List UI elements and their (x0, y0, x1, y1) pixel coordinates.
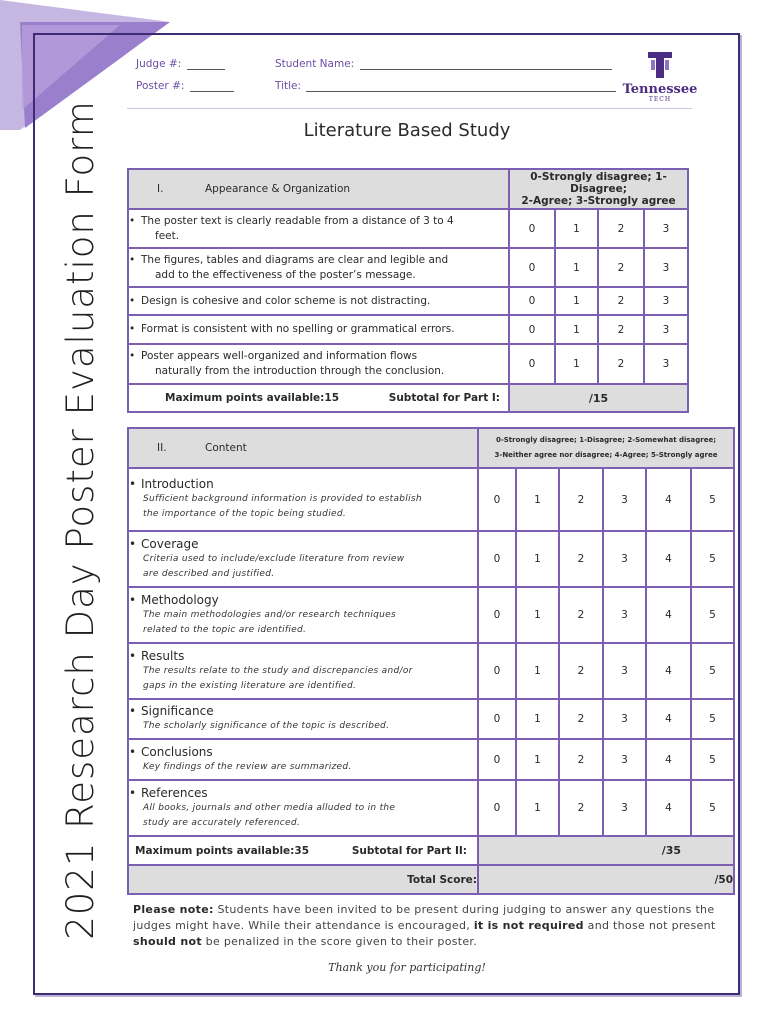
score-option[interactable]: 2 (559, 468, 603, 531)
score-option[interactable]: 2 (598, 344, 644, 384)
score-option[interactable]: 1 (516, 699, 559, 739)
student-name-blank[interactable] (360, 58, 612, 70)
score-option[interactable]: 3 (644, 315, 688, 344)
score-option[interactable]: 4 (646, 468, 691, 531)
criterion: • The poster text is clearly readable from a distance of 3 to 4 feet. (128, 209, 509, 248)
criterion: • References All books, journals and other media alluded to in the study are accurately referenced. (128, 780, 478, 836)
part1-subtotal-label: Subtotal for Part I: (388, 392, 500, 404)
judge-label: Judge #: (136, 58, 182, 70)
score-option[interactable]: 0 (478, 643, 516, 699)
score-option[interactable]: 3 (644, 209, 688, 248)
score-option[interactable]: 3 (603, 531, 646, 587)
score-option[interactable]: 1 (555, 209, 598, 248)
score-option[interactable]: 1 (516, 587, 559, 643)
note-should-not: should not (133, 935, 202, 948)
part1-heading (128, 169, 509, 209)
table-row (128, 739, 734, 780)
score-option[interactable]: 1 (516, 739, 559, 780)
score-option[interactable]: 5 (691, 739, 734, 780)
criterion: • Format is consistent with no spelling or grammatical errors. (128, 315, 509, 344)
score-option[interactable]: 5 (691, 468, 734, 531)
score-option[interactable]: 1 (555, 344, 598, 384)
note-lead: Please note: (133, 903, 214, 916)
student-name-field[interactable] (275, 58, 612, 70)
table-row (128, 209, 688, 248)
note-text-1: Students have been invited to be present during judging to answer any questions the judges might have. While their attendance is encouraged, (133, 903, 715, 932)
score-option[interactable]: 3 (603, 780, 646, 836)
part1-legend-line1: 0-Strongly disagree; 1-Disagree; (530, 171, 667, 195)
tennessee-tech-logo (615, 50, 705, 103)
score-option[interactable]: 4 (646, 643, 691, 699)
score-option[interactable]: 2 (559, 643, 603, 699)
criterion: • Methodology The main methodologies and/or research techniques related to the topic are identified. (128, 587, 478, 643)
score-option[interactable]: 0 (478, 739, 516, 780)
table-row (128, 344, 688, 384)
score-option[interactable]: 2 (598, 209, 644, 248)
score-option[interactable]: 0 (478, 587, 516, 643)
score-option[interactable]: 0 (509, 344, 555, 384)
poster-blank[interactable] (190, 80, 234, 92)
score-option[interactable]: 0 (478, 699, 516, 739)
table-row (128, 587, 734, 643)
part2-max-cell (128, 836, 478, 865)
table-row (128, 643, 734, 699)
part1-max-cell (128, 384, 509, 412)
note-text-2: and those not present (583, 919, 716, 932)
score-option[interactable]: 0 (478, 531, 516, 587)
score-option[interactable]: 0 (478, 468, 516, 531)
score-option[interactable]: 3 (603, 468, 646, 531)
part2-numeral: II. (157, 442, 167, 454)
score-option[interactable]: 3 (603, 699, 646, 739)
criterion: • Results The results relate to the study and discrepancies and/or gaps in the existing literature are identified. (128, 643, 478, 699)
table-row (128, 315, 688, 344)
criterion: • Introduction Sufficient background information is provided to establish the importance of the topic being studied. (128, 468, 478, 531)
part2-subtotal-row (128, 836, 734, 865)
score-option[interactable]: 3 (603, 739, 646, 780)
part2-legend (478, 428, 734, 468)
score-option[interactable]: 1 (516, 643, 559, 699)
note-not-required: it is not required (473, 919, 584, 932)
student-name-label: Student Name: (275, 58, 355, 70)
score-option[interactable]: 2 (559, 739, 603, 780)
criterion: • Conclusions Key findings of the review are summarized. (128, 739, 478, 780)
score-option[interactable]: 1 (555, 287, 598, 315)
score-option[interactable]: 2 (559, 587, 603, 643)
score-option[interactable]: 1 (516, 531, 559, 587)
form-side-title: 2021 Research Day Poster Evaluation Form (58, 100, 102, 940)
note-text-3: be penalized in the score given to their poster. (201, 935, 478, 948)
part2-subtotal-value[interactable]: /35 (478, 836, 734, 865)
thank-you-message: Thank you for participating! (328, 961, 486, 974)
score-option[interactable]: 2 (598, 315, 644, 344)
score-option[interactable]: 0 (509, 287, 555, 315)
score-option[interactable]: 5 (691, 531, 734, 587)
title-blank[interactable] (306, 80, 616, 92)
part1-subtotal-value[interactable]: /15 (509, 384, 688, 412)
part1-legend-line2: 2-Agree; 3-Strongly agree (521, 195, 676, 207)
score-option[interactable]: 5 (691, 699, 734, 739)
logo-wordmark: Tennessee (622, 82, 698, 97)
part2-table (127, 427, 735, 895)
score-option[interactable]: 2 (559, 780, 603, 836)
header-divider (127, 108, 692, 109)
score-option[interactable]: 3 (644, 344, 688, 384)
score-option[interactable]: 3 (644, 248, 688, 287)
part1-table (127, 168, 689, 413)
score-option[interactable]: 1 (555, 315, 598, 344)
part2-title: Content (205, 442, 247, 454)
table-row (128, 468, 734, 531)
table-row (128, 248, 688, 287)
score-option[interactable]: 0 (509, 209, 555, 248)
part2-legend-line1: 0-Strongly disagree; 1-Disagree; 2-Somewhat disagree; (495, 436, 717, 444)
table-row (128, 699, 734, 739)
criterion: • The figures, tables and diagrams are clear and legible and add to the effectiveness of the poster’s message. (128, 248, 509, 287)
criterion: • Coverage Criteria used to include/exclude literature from review are described and justified. (128, 531, 478, 587)
please-note (133, 902, 723, 950)
poster-field[interactable] (136, 80, 234, 92)
judge-blank[interactable] (187, 58, 225, 70)
part2-heading (128, 428, 478, 468)
part1-legend (509, 169, 688, 209)
study-type-title: Literature Based Study (303, 120, 511, 141)
score-option[interactable]: 2 (598, 248, 644, 287)
table-row (128, 531, 734, 587)
total-score-value[interactable]: /50 (478, 865, 734, 894)
table-row (128, 780, 734, 836)
score-option[interactable]: 0 (478, 780, 516, 836)
score-option[interactable]: 3 (644, 287, 688, 315)
part2-subtotal-label: Subtotal for Part II: (351, 844, 467, 857)
judge-field[interactable] (136, 58, 225, 70)
score-option[interactable]: 3 (603, 643, 646, 699)
part1-title: Appearance & Organization (205, 183, 351, 195)
title-label: Title: (275, 80, 302, 92)
score-option[interactable]: 2 (559, 531, 603, 587)
poster-label: Poster #: (136, 80, 185, 92)
score-option[interactable]: 3 (603, 587, 646, 643)
criterion: • Design is cohesive and color scheme is not distracting. (128, 287, 509, 315)
score-option[interactable]: 0 (509, 315, 555, 344)
score-option[interactable]: 2 (598, 287, 644, 315)
score-option[interactable]: 5 (691, 780, 734, 836)
score-option[interactable]: 2 (559, 699, 603, 739)
title-field[interactable] (275, 80, 616, 92)
total-row (128, 865, 734, 894)
score-option[interactable]: 1 (516, 780, 559, 836)
score-option[interactable]: 1 (555, 248, 598, 287)
score-option[interactable]: 5 (691, 587, 734, 643)
score-option[interactable]: 4 (646, 587, 691, 643)
score-option[interactable]: 4 (646, 531, 691, 587)
score-option[interactable]: 4 (646, 739, 691, 780)
tt-emblem-icon (645, 50, 675, 80)
score-option[interactable]: 0 (509, 248, 555, 287)
part1-max-label: Maximum points available:15 (165, 392, 339, 404)
score-option[interactable]: 4 (646, 780, 691, 836)
score-option[interactable]: 4 (646, 699, 691, 739)
table-row (128, 287, 688, 315)
score-option[interactable]: 5 (691, 643, 734, 699)
part2-max-label: Maximum points available:35 (135, 844, 309, 857)
total-score-label: Total Score: (128, 865, 478, 894)
score-option[interactable]: 1 (516, 468, 559, 531)
criterion: • Poster appears well-organized and information flows naturally from the introduction through the conclusion. (128, 344, 509, 384)
criterion: • Significance The scholarly significance of the topic is described. (128, 699, 478, 739)
part2-legend-line2: 3-Neither agree nor disagree; 4-Agree; 5-Strongly agree (494, 451, 718, 459)
part1-numeral: I. (157, 183, 164, 195)
logo-subtext: TECH (648, 96, 672, 103)
part1-subtotal-row (128, 384, 688, 412)
